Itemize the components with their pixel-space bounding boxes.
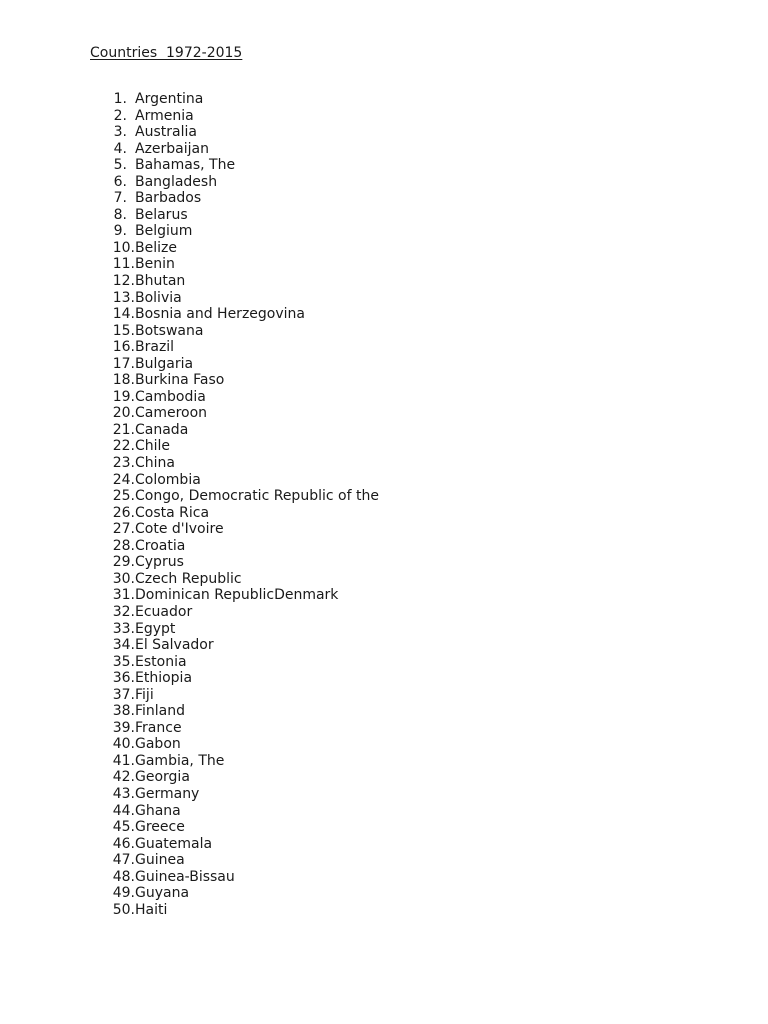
- list-item-number: 17.: [112, 355, 135, 372]
- list-item-number: 32.: [112, 603, 135, 620]
- country-name: Dominican RepublicDenmark: [135, 587, 339, 604]
- country-name: Czech Republic: [135, 570, 242, 587]
- list-item: [0, 786, 379, 803]
- list-item-number: 39.: [112, 719, 135, 736]
- country-name: Botswana: [135, 322, 204, 339]
- list-item: [0, 141, 379, 158]
- country-name: Finland: [135, 703, 186, 720]
- list-item-number: 13.: [112, 289, 135, 306]
- list-item-number: 25.: [112, 488, 135, 505]
- list-item-number: 6.: [113, 173, 127, 190]
- country-name: Guatemala: [135, 835, 213, 852]
- country-name: Australia: [135, 124, 197, 141]
- list-item-number: 41.: [112, 752, 135, 769]
- country-name: Belarus: [135, 206, 188, 223]
- country-name: Congo, Democratic Republic of the: [135, 488, 379, 505]
- list-item: [0, 372, 379, 389]
- country-name: Bolivia: [135, 289, 182, 306]
- country-name: Haiti: [135, 901, 168, 918]
- list-item-number: 40.: [112, 736, 135, 753]
- country-name: Bhutan: [135, 273, 186, 290]
- list-item-number: 43.: [112, 785, 135, 802]
- country-name: Canada: [135, 421, 189, 438]
- list-item: [0, 108, 379, 125]
- list-item-number: 47.: [112, 852, 135, 869]
- list-item: [0, 306, 379, 323]
- country-name: Barbados: [135, 190, 202, 207]
- list-item-number: 10.: [112, 239, 135, 256]
- country-name: Cambodia: [135, 388, 206, 405]
- list-item: [0, 720, 379, 737]
- list-item-number: 23.: [112, 455, 135, 472]
- list-item-number: 16.: [112, 339, 135, 356]
- country-name: Fiji: [135, 686, 154, 703]
- list-item-number: 18.: [112, 372, 135, 389]
- list-item: [0, 521, 379, 538]
- list-item: [0, 290, 379, 307]
- list-item-number: 46.: [112, 835, 135, 852]
- list-item-number: 1.: [113, 91, 127, 107]
- country-name: Costa Rica: [135, 504, 210, 521]
- country-name: Ethiopia: [135, 670, 193, 687]
- list-item: [0, 240, 379, 257]
- list-item: [0, 190, 379, 207]
- list-item: [0, 819, 379, 836]
- country-name: Ghana: [135, 802, 181, 819]
- list-item-number: 48.: [112, 868, 135, 885]
- country-name: Chile: [135, 438, 171, 455]
- country-name: Argentina: [135, 91, 204, 107]
- list-item: [0, 637, 379, 654]
- country-name: Croatia: [135, 537, 186, 554]
- country-name: Colombia: [135, 471, 201, 488]
- list-item: [0, 505, 379, 522]
- list-item: [0, 323, 379, 340]
- list-item: [0, 852, 379, 869]
- list-item-number: 22.: [112, 438, 135, 455]
- list-item-number: 15.: [112, 322, 135, 339]
- list-item: [0, 736, 379, 753]
- country-name: El Salvador: [135, 637, 214, 654]
- list-item-number: 31.: [112, 587, 135, 604]
- list-item: [0, 438, 379, 455]
- list-item-number: 2.: [113, 107, 127, 124]
- list-item: [0, 488, 379, 505]
- country-name: Cyprus: [135, 554, 184, 571]
- list-item-number: 24.: [112, 471, 135, 488]
- list-item: [0, 273, 379, 290]
- list-item: [0, 687, 379, 704]
- country-name: Egypt: [135, 620, 176, 637]
- list-item-number: 21.: [112, 421, 135, 438]
- list-item-number: 26.: [112, 504, 135, 521]
- country-name: Armenia: [135, 107, 194, 124]
- list-item-number: 14.: [112, 306, 135, 323]
- country-name: Azerbaijan: [135, 140, 209, 157]
- list-item-number: 38.: [112, 703, 135, 720]
- list-item-number: 19.: [112, 388, 135, 405]
- list-item-number: 7.: [113, 190, 127, 207]
- list-item-number: 28.: [112, 537, 135, 554]
- list-item-number: 29.: [112, 554, 135, 571]
- list-item: [0, 207, 379, 224]
- country-name: Guyana: [135, 885, 190, 902]
- country-name: Bosnia and Herzegovina: [135, 306, 305, 323]
- country-name: Germany: [135, 785, 200, 802]
- list-item: [0, 902, 379, 919]
- list-item-number: 5.: [113, 157, 127, 174]
- list-item: [0, 885, 379, 902]
- country-name: Estonia: [135, 653, 187, 670]
- country-name: Burkina Faso: [135, 372, 225, 389]
- country-name: France: [135, 719, 182, 736]
- country-name: Benin: [135, 256, 175, 273]
- list-item: [0, 803, 379, 820]
- list-item: [0, 869, 379, 886]
- list-item: [0, 836, 379, 853]
- list-item: [0, 223, 379, 240]
- list-item-number: 12.: [112, 273, 135, 290]
- country-name: Ecuador: [135, 603, 193, 620]
- country-name: Greece: [135, 819, 185, 836]
- list-item: [0, 753, 379, 770]
- list-item: [0, 339, 379, 356]
- list-item-number: 42.: [112, 769, 135, 786]
- list-item: [0, 174, 379, 191]
- list-item: [0, 405, 379, 422]
- country-name: Bangladesh: [135, 173, 218, 190]
- list-item-number: 49.: [112, 885, 135, 902]
- list-item: [0, 571, 379, 588]
- country-name: Belgium: [135, 223, 193, 240]
- list-item: [0, 455, 379, 472]
- country-name: Guinea: [135, 852, 185, 869]
- list-item: [0, 538, 379, 555]
- list-item-number: 33.: [112, 620, 135, 637]
- country-name: Cote d'Ivoire: [135, 521, 224, 538]
- country-name: Belize: [135, 239, 177, 256]
- list-item-number: 36.: [112, 670, 135, 687]
- list-item: [0, 604, 379, 621]
- country-name: Georgia: [135, 769, 190, 786]
- list-item: [0, 703, 379, 720]
- list-item: [0, 256, 379, 273]
- list-item-number: 20.: [112, 405, 135, 422]
- list-item: [0, 356, 379, 373]
- list-item: [0, 621, 379, 638]
- country-name: Gabon: [135, 736, 181, 753]
- list-item: [0, 157, 379, 174]
- list-item-number: 27.: [112, 521, 135, 538]
- country-list: [0, 91, 379, 918]
- country-name: China: [135, 455, 175, 472]
- country-name: Guinea-Bissau: [135, 868, 235, 885]
- list-item-number: 4.: [113, 140, 127, 157]
- list-item: [0, 91, 379, 108]
- list-item: [0, 554, 379, 571]
- country-name: Bahamas, The: [135, 157, 236, 174]
- list-item: [0, 472, 379, 489]
- list-item: [0, 422, 379, 439]
- list-item-number: 30.: [112, 570, 135, 587]
- list-item-number: 34.: [112, 637, 135, 654]
- list-item-number: 8.: [113, 206, 127, 223]
- document-title: Countries 1972-2015: [90, 45, 243, 61]
- list-item-number: 45.: [112, 819, 135, 836]
- list-item-number: 37.: [112, 686, 135, 703]
- list-item-number: 11.: [112, 256, 135, 273]
- list-item: [0, 654, 379, 671]
- country-name: Brazil: [135, 339, 175, 356]
- country-name: Bulgaria: [135, 355, 194, 372]
- list-item: [0, 670, 379, 687]
- list-item-number: 3.: [113, 124, 127, 141]
- list-item: [0, 769, 379, 786]
- list-item-number: 44.: [112, 802, 135, 819]
- list-item: [0, 389, 379, 406]
- list-item-number: 35.: [112, 653, 135, 670]
- country-name: Cameroon: [135, 405, 208, 422]
- list-item-number: 50.: [112, 901, 135, 918]
- list-item: [0, 124, 379, 141]
- list-item-number: 9.: [113, 223, 127, 240]
- list-item: [0, 587, 379, 604]
- country-name: Gambia, The: [135, 752, 225, 769]
